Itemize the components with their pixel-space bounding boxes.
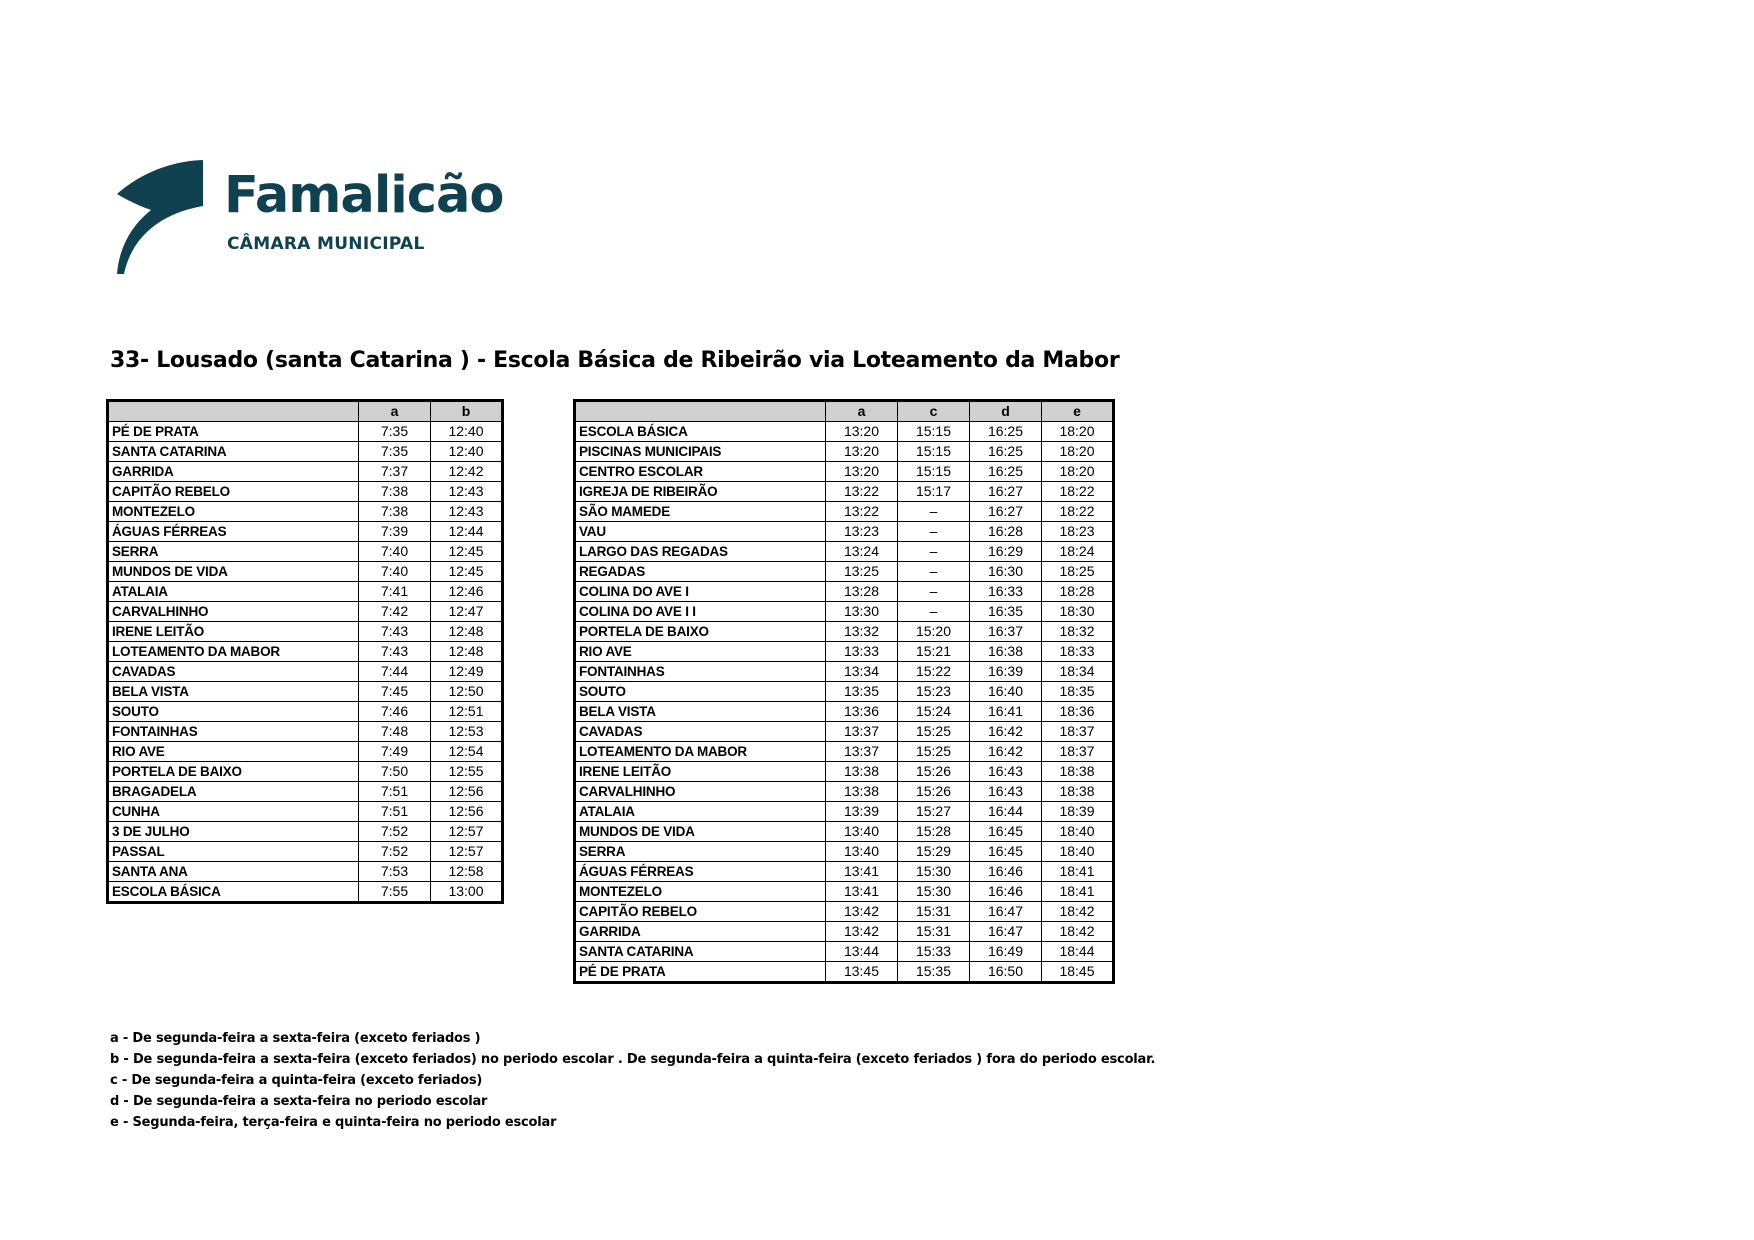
table-row	[108, 642, 503, 662]
departure-time: –	[898, 602, 970, 622]
table-row	[108, 662, 503, 682]
departure-time: 12:58	[431, 862, 503, 882]
table-row	[108, 702, 503, 722]
departure-time: 16:43	[970, 782, 1042, 802]
departure-time: 18:41	[1042, 882, 1114, 902]
departure-time: 15:28	[898, 822, 970, 842]
departure-time: 12:42	[431, 462, 503, 482]
stop-name: CAVADAS	[108, 662, 359, 682]
departure-time: 18:30	[1042, 602, 1114, 622]
departure-time: 13:23	[826, 522, 898, 542]
famalicao-logo	[117, 156, 537, 274]
stop-name: PASSAL	[108, 842, 359, 862]
departure-time: 13:39	[826, 802, 898, 822]
stop-name: PISCINAS MUNICIPAIS	[575, 442, 826, 462]
departure-time: 16:35	[970, 602, 1042, 622]
stop-name: ESCOLA BÁSICA	[108, 882, 359, 903]
stop-name: BELA VISTA	[575, 702, 826, 722]
departure-time: 18:20	[1042, 462, 1114, 482]
stop-name: PORTELA DE BAIXO	[108, 762, 359, 782]
table-row	[108, 762, 503, 782]
stop-name: SOUTO	[575, 682, 826, 702]
departure-time: 18:40	[1042, 842, 1114, 862]
table-row	[108, 722, 503, 742]
stop-name: PORTELA DE BAIXO	[575, 622, 826, 642]
departure-time: 18:38	[1042, 762, 1114, 782]
departure-time: 12:55	[431, 762, 503, 782]
stop-name: MUNDOS DE VIDA	[575, 822, 826, 842]
footnotes	[110, 1028, 1155, 1133]
departure-time: 16:28	[970, 522, 1042, 542]
departure-time: –	[898, 562, 970, 582]
table-row	[575, 722, 1114, 742]
departure-time: 13:37	[826, 722, 898, 742]
table-row	[108, 682, 503, 702]
departure-time: 7:50	[359, 762, 431, 782]
outbound-header-b: b	[431, 401, 503, 422]
departure-time: 13:38	[826, 782, 898, 802]
departure-time: 7:52	[359, 842, 431, 862]
departure-time: 7:44	[359, 662, 431, 682]
departure-time: 12:57	[431, 822, 503, 842]
departure-time: 16:47	[970, 922, 1042, 942]
departure-time: 7:40	[359, 562, 431, 582]
table-row	[108, 422, 503, 442]
stop-name: CARVALHINHO	[575, 782, 826, 802]
table-row	[575, 482, 1114, 502]
departure-time: 18:22	[1042, 502, 1114, 522]
departure-time: 16:27	[970, 482, 1042, 502]
departure-time: 18:37	[1042, 742, 1114, 762]
departure-time: 7:55	[359, 882, 431, 903]
departure-time: 16:43	[970, 762, 1042, 782]
outbound-body	[108, 422, 503, 903]
departure-time: 12:40	[431, 422, 503, 442]
departure-time: 16:38	[970, 642, 1042, 662]
table-row	[575, 822, 1114, 842]
stop-name: ÁGUAS FÉRREAS	[575, 862, 826, 882]
stop-name: LARGO DAS REGADAS	[575, 542, 826, 562]
stop-name: MONTEZELO	[108, 502, 359, 522]
stop-name: RIO AVE	[575, 642, 826, 662]
stop-name: CARVALHINHO	[108, 602, 359, 622]
departure-time: 13:22	[826, 482, 898, 502]
table-row	[575, 942, 1114, 962]
table-row	[575, 922, 1114, 942]
table-row	[575, 842, 1114, 862]
stop-name: FONTAINHAS	[575, 662, 826, 682]
departure-time: 18:28	[1042, 582, 1114, 602]
departure-time: 7:51	[359, 802, 431, 822]
departure-time: 16:44	[970, 802, 1042, 822]
table-row	[108, 742, 503, 762]
departure-time: 12:43	[431, 482, 503, 502]
departure-time: 18:42	[1042, 922, 1114, 942]
departure-time: 7:43	[359, 622, 431, 642]
departure-time: 7:45	[359, 682, 431, 702]
stop-name: REGADAS	[575, 562, 826, 582]
departure-time: 16:39	[970, 662, 1042, 682]
table-row	[108, 522, 503, 542]
table-row	[575, 602, 1114, 622]
departure-time: 13:37	[826, 742, 898, 762]
departure-time: 7:39	[359, 522, 431, 542]
table-row	[575, 542, 1114, 562]
departure-time: 7:53	[359, 862, 431, 882]
departure-time: 15:31	[898, 902, 970, 922]
stop-name: SERRA	[575, 842, 826, 862]
departure-time: 16:47	[970, 902, 1042, 922]
departure-time: 18:24	[1042, 542, 1114, 562]
departure-time: 16:46	[970, 862, 1042, 882]
stop-name: CAPITÃO REBELO	[575, 902, 826, 922]
departure-time: 18:25	[1042, 562, 1114, 582]
stop-name: ÁGUAS FÉRREAS	[108, 522, 359, 542]
logo-name: Famalicão	[224, 166, 504, 225]
departure-time: 13:25	[826, 562, 898, 582]
return-timetable	[573, 399, 1115, 984]
table-row	[108, 582, 503, 602]
departure-time: 7:38	[359, 482, 431, 502]
stop-name: IRENE LEITÃO	[108, 622, 359, 642]
logo-subtitle: CÂMARA MUNICIPAL	[227, 234, 425, 254]
departure-time: 13:41	[826, 882, 898, 902]
stop-name: SÃO MAMEDE	[575, 502, 826, 522]
table-row	[575, 622, 1114, 642]
departure-time: 12:56	[431, 782, 503, 802]
stop-name: LOTEAMENTO DA MABOR	[108, 642, 359, 662]
departure-time: 12:53	[431, 722, 503, 742]
stop-name: SERRA	[108, 542, 359, 562]
footnote-line: e - Segunda-feira, terça-feira e quinta-feira no periodo escolar	[110, 1115, 557, 1130]
table-row	[108, 622, 503, 642]
departure-time: 16:25	[970, 462, 1042, 482]
stop-name: ATALAIA	[575, 802, 826, 822]
departure-time: 13:44	[826, 942, 898, 962]
departure-time: 16:40	[970, 682, 1042, 702]
departure-time: 13:34	[826, 662, 898, 682]
departure-time: 13:20	[826, 442, 898, 462]
famalicao-logo-mark-icon	[117, 156, 203, 274]
return-body	[575, 422, 1114, 983]
table-row	[575, 902, 1114, 922]
return-header-a: a	[826, 401, 898, 422]
table-row	[108, 562, 503, 582]
departure-time: 18:20	[1042, 422, 1114, 442]
departure-time: 15:20	[898, 622, 970, 642]
departure-time: 16:27	[970, 502, 1042, 522]
departure-time: 12:57	[431, 842, 503, 862]
table-row	[108, 802, 503, 822]
departure-time: 16:45	[970, 822, 1042, 842]
departure-time: 15:25	[898, 742, 970, 762]
stop-name: FONTAINHAS	[108, 722, 359, 742]
departure-time: 15:33	[898, 942, 970, 962]
departure-time: 16:37	[970, 622, 1042, 642]
table-row	[575, 422, 1114, 442]
departure-time: 15:25	[898, 722, 970, 742]
departure-time: 18:38	[1042, 782, 1114, 802]
stop-name: SANTA CATARINA	[108, 442, 359, 462]
departure-time: 12:48	[431, 642, 503, 662]
footnote-line: d - De segunda-feira a sexta-feira no periodo escolar	[110, 1094, 488, 1109]
departure-time: 16:42	[970, 742, 1042, 762]
table-row	[108, 782, 503, 802]
departure-time: 13:28	[826, 582, 898, 602]
departure-time: 18:44	[1042, 942, 1114, 962]
table-row	[575, 442, 1114, 462]
stop-name: GARRIDA	[108, 462, 359, 482]
stop-name: PÉ DE PRATA	[108, 422, 359, 442]
departure-time: 18:39	[1042, 802, 1114, 822]
departure-time: 15:26	[898, 782, 970, 802]
departure-time: 13:32	[826, 622, 898, 642]
stop-name: SOUTO	[108, 702, 359, 722]
departure-time: 15:26	[898, 762, 970, 782]
departure-time: 15:29	[898, 842, 970, 862]
departure-time: 18:22	[1042, 482, 1114, 502]
table-row	[575, 642, 1114, 662]
table-row	[108, 482, 503, 502]
stop-name: BRAGADELA	[108, 782, 359, 802]
departure-time: –	[898, 502, 970, 522]
departure-time: 7:35	[359, 422, 431, 442]
departure-time: –	[898, 542, 970, 562]
return-header-d: d	[970, 401, 1042, 422]
stop-name: 3 DE JULHO	[108, 822, 359, 842]
stop-name: SANTA ANA	[108, 862, 359, 882]
table-row	[575, 962, 1114, 983]
departure-time: 13:36	[826, 702, 898, 722]
departure-time: 18:35	[1042, 682, 1114, 702]
stop-name: IGREJA DE RIBEIRÃO	[575, 482, 826, 502]
departure-time: 18:33	[1042, 642, 1114, 662]
departure-time: 12:49	[431, 662, 503, 682]
return-header-row	[575, 401, 1114, 422]
table-row	[108, 822, 503, 842]
stop-name: CAPITÃO REBELO	[108, 482, 359, 502]
table-row	[575, 702, 1114, 722]
departure-time: 13:22	[826, 502, 898, 522]
departure-time: 15:24	[898, 702, 970, 722]
table-row	[108, 462, 503, 482]
departure-time: 15:31	[898, 922, 970, 942]
return-header-e: e	[1042, 401, 1114, 422]
table-row	[575, 802, 1114, 822]
departure-time: 13:41	[826, 862, 898, 882]
departure-time: 18:34	[1042, 662, 1114, 682]
departure-time: 15:23	[898, 682, 970, 702]
departure-time: 18:40	[1042, 822, 1114, 842]
table-row	[108, 842, 503, 862]
departure-time: 18:32	[1042, 622, 1114, 642]
departure-time: 18:37	[1042, 722, 1114, 742]
departure-time: 13:00	[431, 882, 503, 903]
departure-time: 7:40	[359, 542, 431, 562]
table-row	[575, 582, 1114, 602]
departure-time: 7:41	[359, 582, 431, 602]
departure-time: –	[898, 522, 970, 542]
departure-time: 16:33	[970, 582, 1042, 602]
departure-time: 12:51	[431, 702, 503, 722]
stop-name: COLINA DO AVE I I	[575, 602, 826, 622]
table-row	[575, 462, 1114, 482]
departure-time: 12:40	[431, 442, 503, 462]
stop-name: ATALAIA	[108, 582, 359, 602]
stop-name: VAU	[575, 522, 826, 542]
table-row	[575, 562, 1114, 582]
departure-time: 12:44	[431, 522, 503, 542]
departure-time: 15:21	[898, 642, 970, 662]
departure-time: 13:40	[826, 842, 898, 862]
departure-time: 7:42	[359, 602, 431, 622]
departure-time: 18:23	[1042, 522, 1114, 542]
departure-time: 13:40	[826, 822, 898, 842]
stop-name: LOTEAMENTO DA MABOR	[575, 742, 826, 762]
stop-name: CENTRO ESCOLAR	[575, 462, 826, 482]
departure-time: 12:46	[431, 582, 503, 602]
departure-time: 13:33	[826, 642, 898, 662]
outbound-header-a: a	[359, 401, 431, 422]
return-header-stop	[575, 401, 826, 422]
departure-time: 16:42	[970, 722, 1042, 742]
departure-time: 7:49	[359, 742, 431, 762]
departure-time: 13:24	[826, 542, 898, 562]
outbound-header-stop	[108, 401, 359, 422]
departure-time: 16:41	[970, 702, 1042, 722]
table-row	[108, 542, 503, 562]
table-row	[575, 682, 1114, 702]
stop-name: BELA VISTA	[108, 682, 359, 702]
departure-time: 13:42	[826, 902, 898, 922]
departure-time: 13:35	[826, 682, 898, 702]
table-row	[108, 602, 503, 622]
departure-time: 13:20	[826, 422, 898, 442]
return-header-c: c	[898, 401, 970, 422]
departure-time: 12:45	[431, 562, 503, 582]
departure-time: 16:25	[970, 422, 1042, 442]
page-title: 33- Lousado (santa Catarina ) - Escola Básica de Ribeirão via Loteamento da Mabor	[110, 348, 1120, 373]
departure-time: 12:56	[431, 802, 503, 822]
departure-time: 12:48	[431, 622, 503, 642]
table-row	[575, 782, 1114, 802]
table-row	[108, 882, 503, 903]
departure-time: 15:27	[898, 802, 970, 822]
departure-time: 16:25	[970, 442, 1042, 462]
table-row	[575, 662, 1114, 682]
departure-time: 18:20	[1042, 442, 1114, 462]
stop-name: RIO AVE	[108, 742, 359, 762]
stop-name: GARRIDA	[575, 922, 826, 942]
departure-time: 7:38	[359, 502, 431, 522]
table-row	[575, 762, 1114, 782]
departure-time: 13:30	[826, 602, 898, 622]
table-row	[108, 442, 503, 462]
departure-time: 13:38	[826, 762, 898, 782]
departure-time: 7:46	[359, 702, 431, 722]
departure-time: 13:42	[826, 922, 898, 942]
departure-time: 13:20	[826, 462, 898, 482]
departure-time: 15:15	[898, 422, 970, 442]
departure-time: 15:30	[898, 862, 970, 882]
departure-time: 15:17	[898, 482, 970, 502]
departure-time: 7:52	[359, 822, 431, 842]
departure-time: 18:41	[1042, 862, 1114, 882]
departure-time: 12:47	[431, 602, 503, 622]
departure-time: 16:29	[970, 542, 1042, 562]
outbound-header-row	[108, 401, 503, 422]
departure-time: 18:45	[1042, 962, 1114, 983]
table-row	[575, 882, 1114, 902]
stop-name: PÉ DE PRATA	[575, 962, 826, 983]
stop-name: CAVADAS	[575, 722, 826, 742]
departure-time: 12:54	[431, 742, 503, 762]
departure-time: 15:15	[898, 462, 970, 482]
departure-time: 7:35	[359, 442, 431, 462]
departure-time: 13:45	[826, 962, 898, 983]
footnote-line: c - De segunda-feira a quinta-feira (exceto feriados)	[110, 1073, 483, 1088]
departure-time: 12:45	[431, 542, 503, 562]
departure-time: –	[898, 582, 970, 602]
table-row	[108, 502, 503, 522]
departure-time: 16:30	[970, 562, 1042, 582]
stop-name: COLINA DO AVE I	[575, 582, 826, 602]
departure-time: 18:36	[1042, 702, 1114, 722]
departure-time: 15:15	[898, 442, 970, 462]
stop-name: SANTA CATARINA	[575, 942, 826, 962]
stop-name: CUNHA	[108, 802, 359, 822]
departure-time: 16:46	[970, 882, 1042, 902]
stop-name: ESCOLA BÁSICA	[575, 422, 826, 442]
departure-time: 16:45	[970, 842, 1042, 862]
table-row	[108, 862, 503, 882]
stop-name: MONTEZELO	[575, 882, 826, 902]
departure-time: 7:43	[359, 642, 431, 662]
stop-name: IRENE LEITÃO	[575, 762, 826, 782]
departure-time: 18:42	[1042, 902, 1114, 922]
footnote-line: a - De segunda-feira a sexta-feira (exceto feriados )	[110, 1031, 481, 1046]
outbound-timetable	[106, 399, 504, 904]
departure-time: 7:48	[359, 722, 431, 742]
table-row	[575, 522, 1114, 542]
departure-time: 12:50	[431, 682, 503, 702]
departure-time: 15:22	[898, 662, 970, 682]
departure-time: 15:30	[898, 882, 970, 902]
table-row	[575, 742, 1114, 762]
departure-time: 7:37	[359, 462, 431, 482]
table-row	[575, 862, 1114, 882]
table-row	[575, 502, 1114, 522]
footnote-line: b - De segunda-feira a sexta-feira (exceto feriados) no periodo escolar . De segunda-feira a quinta-feira (exceto feriados ) fora do periodo escolar.	[110, 1052, 1156, 1067]
departure-time: 7:51	[359, 782, 431, 802]
departure-time: 12:43	[431, 502, 503, 522]
stop-name: MUNDOS DE VIDA	[108, 562, 359, 582]
departure-time: 16:49	[970, 942, 1042, 962]
departure-time: 15:35	[898, 962, 970, 983]
departure-time: 16:50	[970, 962, 1042, 983]
